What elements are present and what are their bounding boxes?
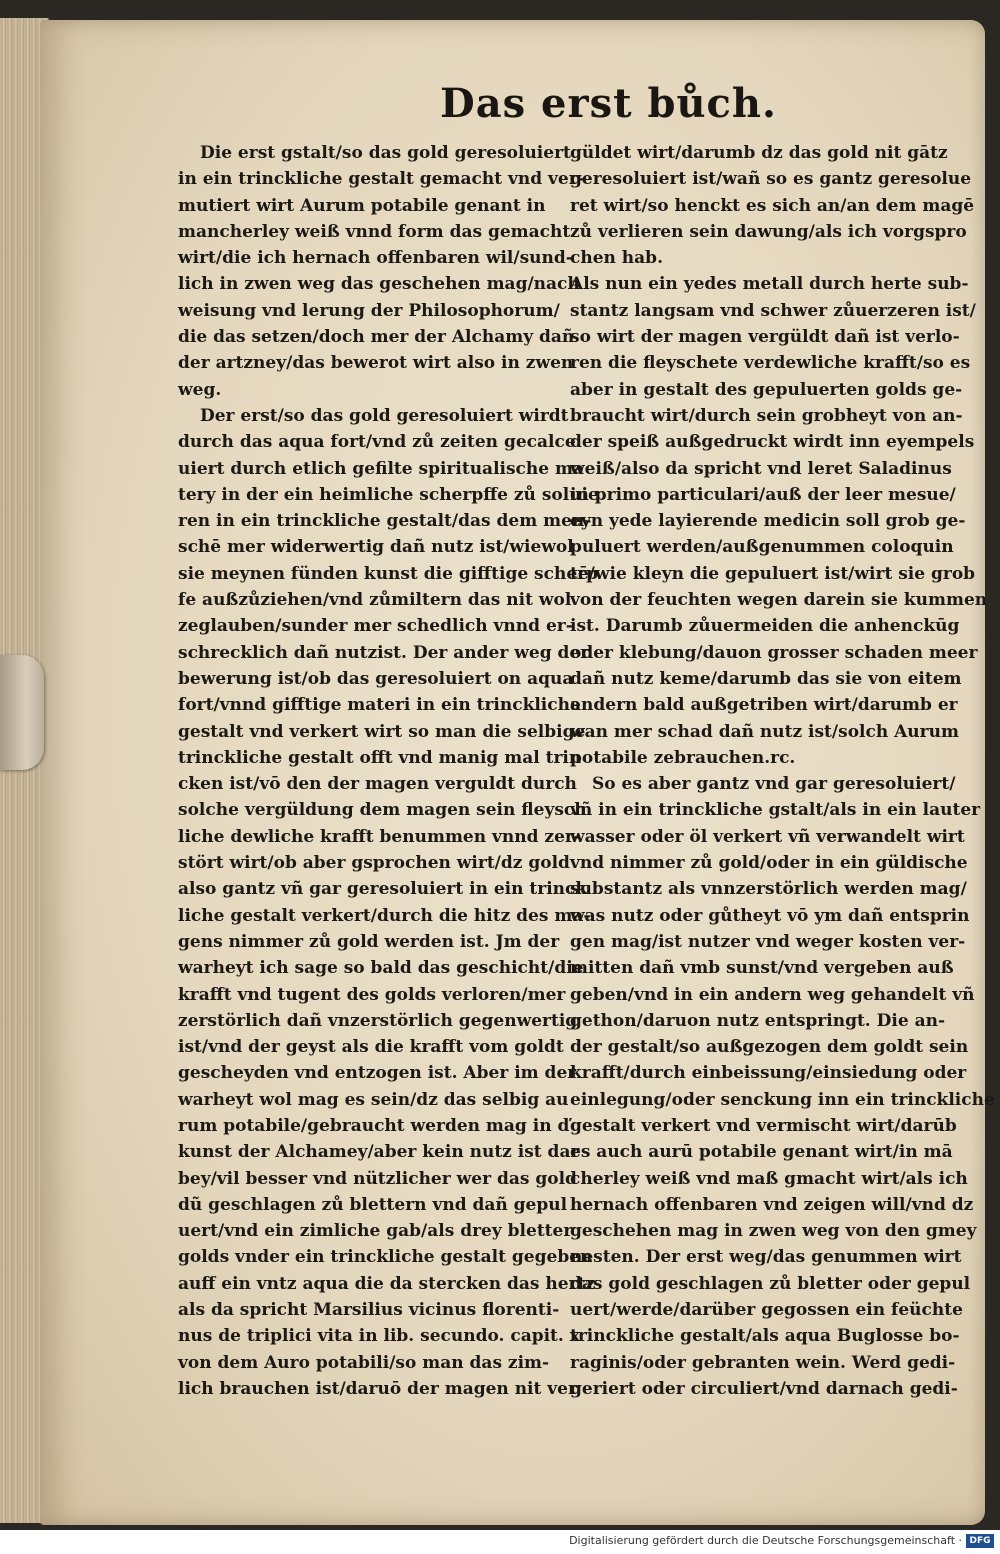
dfg-logo: DFG bbox=[966, 1534, 994, 1548]
text-line: trinckliche gestalt/als aqua Buglosse bo- bbox=[570, 1326, 960, 1347]
text-line: durch das aqua fort/vnd zů zeiten gecalce bbox=[178, 432, 576, 453]
text-line: was nutz oder gůtheyt vō ym dañ entsprin bbox=[570, 905, 970, 926]
text-line: uert/vnd ein zimliche gab/als drey bletter bbox=[178, 1221, 573, 1242]
running-head: Das erst bůch. bbox=[440, 80, 777, 127]
text-line: stört wirt/ob aber gsprochen wirt/dz gold bbox=[178, 853, 570, 874]
text-line: gethon/daruon nutz entspringt. Die an- bbox=[570, 1010, 946, 1031]
text-line: golds vnder ein trinckliche gestalt gegeben bbox=[178, 1247, 593, 1268]
text-line: gestalt verkert vnd vermischt wirt/darūb bbox=[570, 1115, 957, 1136]
text-line: fort/vnnd gifftige materi in ein trinckliche bbox=[178, 695, 581, 716]
text-line: der gestalt/so außgezogen dem goldt sein bbox=[570, 1037, 969, 1058]
text-line: stantz langsam vnd schwer zůuerzeren ist/ bbox=[570, 300, 976, 321]
text-line: andern bald außgetriben wirt/darumb er bbox=[570, 695, 958, 716]
text-line: aber in gestalt des gepuluerten golds ge- bbox=[570, 379, 963, 400]
text-line: cken ist/vō den der magen verguldt durch bbox=[178, 774, 577, 795]
text-line: puluert werden/außgenummen coloquin bbox=[570, 537, 954, 558]
text-line: gens nimmer zů gold werden ist. Jm der bbox=[178, 931, 560, 952]
text-line: hernach offenbaren vnd zeigen will/vnd dz bbox=[570, 1194, 974, 1215]
text-line: geschehen mag in zwen weg von den gmey bbox=[570, 1221, 977, 1242]
text-line: von dem Auro potabili/so man das zim- bbox=[178, 1352, 550, 1373]
text-line: mutiert wirt Aurum potabile genant in bbox=[178, 195, 546, 216]
text-line: tē/wie kleyn die gepuluert ist/wirt sie grob bbox=[570, 563, 976, 584]
text-line: ret wirt/so henckt es sich an/an dem magē bbox=[570, 195, 975, 216]
text-line: So es aber gantz vnd gar geresoluiert/ bbox=[592, 774, 956, 795]
text-line: geresoluiert ist/wañ so es gantz geresolue bbox=[570, 169, 972, 190]
text-line: bewerung ist/ob das geresoluiert on aqua bbox=[178, 668, 574, 689]
text-line: das gold geschlagen zů bletter oder gepul bbox=[570, 1273, 971, 1294]
text-line: potabile zebrauchen.rc. bbox=[570, 747, 796, 768]
text-line: mitten dañ vmb sunst/vnd vergeben auß bbox=[570, 958, 954, 979]
text-line: schrecklich dañ nutzist. Der ander weg der bbox=[178, 642, 590, 663]
text-line: es auch aurū potabile genant wirt/in mā bbox=[570, 1142, 953, 1163]
text-line: lich in zwen weg das geschehen mag/nach bbox=[178, 274, 580, 295]
text-line: also gantz vñ gar geresoluiert in ein trinck bbox=[178, 879, 588, 900]
text-line: rum potabile/gebraucht werden mag in ď bbox=[178, 1115, 570, 1136]
text-line: lich brauchen ist/daruō der magen nit ver bbox=[178, 1378, 577, 1399]
text-line: gestalt vnd verkert wirt so man die selbige bbox=[178, 721, 586, 742]
text-line: braucht wirt/durch sein grobheyt von an- bbox=[570, 405, 963, 426]
book-clasp bbox=[0, 655, 44, 770]
text-line: ren die fleyschete verdewliche krafft/so es bbox=[570, 353, 971, 374]
text-line: zerstörlich dañ vnzerstörlich gegenwertig bbox=[178, 1010, 578, 1031]
text-line: kunst der Alchamey/aber kein nutz ist dar bbox=[178, 1142, 580, 1163]
text-line: gen mag/ist nutzer vnd weger kosten ver- bbox=[570, 931, 966, 952]
text-line: schē mer widerwertig dañ nutz ist/wiewol bbox=[178, 537, 574, 558]
text-line: geben/vnd in ein andern weg gehandelt vñ bbox=[570, 984, 975, 1005]
left-text-column bbox=[178, 140, 599, 1402]
text-line: nus de triplici vita in lib. secundo. capit. x bbox=[178, 1326, 580, 1347]
text-line: Als nun ein yedes metall durch herte sub- bbox=[570, 274, 969, 295]
text-line: vnd nimmer zů gold/oder in ein güldische bbox=[570, 853, 968, 874]
text-line: in ein trinckliche gestalt gemacht vnd ver- bbox=[178, 169, 585, 190]
text-line: einlegung/oder senckung inn ein trinckliche bbox=[570, 1089, 995, 1110]
text-line: Der erst/so das gold geresoluiert wirdt bbox=[200, 405, 569, 426]
text-line: bey/vil besser vnd nützlicher wer das gold bbox=[178, 1168, 577, 1189]
text-line: so wirt der magen vergüldt dañ ist verlo- bbox=[570, 327, 960, 348]
text-line: weisung vnd lerung der Philosophorum/ bbox=[178, 300, 560, 321]
text-line: güldet wirt/darumb dz das gold nit gātz bbox=[570, 143, 948, 163]
text-line: substantz als vnnzerstörlich werden mag/ bbox=[570, 879, 967, 900]
text-line: Die erst gstalt/so das gold geresoluiert bbox=[200, 143, 571, 163]
text-line: warheyt ich sage so bald das geschicht/die bbox=[178, 958, 584, 979]
text-line: vñ in ein trinckliche gstalt/als in ein lauter bbox=[570, 800, 981, 821]
text-line: oder klebung/dauon grosser schaden meer bbox=[570, 642, 978, 663]
text-line: trinckliche gestalt offt vnd manig mal trin bbox=[178, 747, 582, 768]
text-line: liche gestalt verkert/durch die hitz des ma- bbox=[178, 905, 591, 926]
text-line: krafft vnd tugent des golds verloren/mer bbox=[178, 984, 566, 1005]
text-line: dũ geschlagen zů blettern vnd dañ gepul bbox=[178, 1194, 568, 1215]
text-line: wan mer schad dañ nutz ist/solch Aurum bbox=[570, 721, 959, 742]
text-line: ren in ein trinckliche gestalt/das dem men- bbox=[178, 511, 592, 532]
text-line: der speiß außgedruckt wirdt inn eyempels bbox=[570, 432, 975, 453]
text-line: weg. bbox=[178, 379, 222, 400]
text-line: der artzney/das bewerot wirt also in zwen bbox=[178, 353, 574, 374]
text-line: krafft/durch einbeissung/einsiedung oder bbox=[570, 1063, 967, 1084]
text-line: ist/vnd der geyst als die krafft vom goldt bbox=[178, 1037, 564, 1058]
funding-credit: Digitalisierung gefördert durch die Deutsche Forschungsgemeinschaft · bbox=[569, 1534, 962, 1547]
text-line: solche vergüldung dem magen sein fleysch bbox=[178, 800, 587, 821]
text-line: liche dewliche krafft benummen vnnd zer- bbox=[178, 826, 581, 847]
text-line: eyn yede layierende medicin soll grob ge- bbox=[570, 511, 966, 532]
text-line: auff ein vntz aqua die da stercken das hertz bbox=[178, 1273, 596, 1294]
text-line: nesten. Der erst weg/das genummen wirt bbox=[570, 1247, 962, 1268]
footer-bar bbox=[0, 1530, 1000, 1554]
text-line: als da spricht Marsilius vicinus florenti- bbox=[178, 1300, 560, 1321]
text-line: von der feuchten wegen darein sie kummen bbox=[570, 590, 988, 611]
text-line: in primo particulari/auß der leer mesue/ bbox=[570, 484, 956, 505]
text-line: zů verlieren sein dawung/als ich vorgspro bbox=[570, 221, 967, 242]
text-line: weiß/also da spricht vnd leret Saladinus bbox=[570, 458, 952, 479]
text-line: cherley weiß vnd maß gmacht wirt/als ich bbox=[570, 1168, 968, 1189]
text-line: gescheyden vnd entzogen ist. Aber im der bbox=[178, 1063, 577, 1084]
text-line: mancherley weiß vnnd form das gemacht bbox=[178, 221, 571, 242]
text-line: chen hab. bbox=[570, 248, 663, 269]
text-line: uiert durch etlich gefilte spiritualische ma bbox=[178, 458, 585, 479]
text-line: fe außzůziehen/vnd zůmiltern das nit wol bbox=[178, 590, 572, 611]
text-line: raginis/oder gebranten wein. Werd gedi- bbox=[570, 1352, 956, 1373]
text-line: wirt/die ich hernach offenbaren wil/sund- bbox=[178, 248, 573, 269]
text-line: wasser oder öl verkert vñ verwandelt wirt bbox=[570, 826, 965, 847]
text-line: zeglauben/sunder mer schedlich vnnd er- bbox=[178, 616, 573, 637]
text-line: uert/werde/darüber gegossen ein feüchte bbox=[570, 1300, 963, 1321]
text-line: die das setzen/doch mer der Alchamy dañ bbox=[178, 327, 575, 348]
text-line: ist. Darumb zůuermeiden die anhenckūg bbox=[570, 616, 960, 637]
text-line: warheyt wol mag es sein/dz das selbig au bbox=[178, 1089, 569, 1110]
right-text-column bbox=[570, 140, 995, 1402]
text-line: sie meynen fünden kunst die gifftige scherp bbox=[178, 563, 599, 584]
text-line: dañ nutz keme/darumb das sie von eitem bbox=[570, 668, 962, 689]
text-line: tery in der ein heimliche scherpffe zů soluie bbox=[178, 484, 599, 505]
text-line: geriert oder circuliert/vnd darnach gedi- bbox=[570, 1378, 958, 1399]
